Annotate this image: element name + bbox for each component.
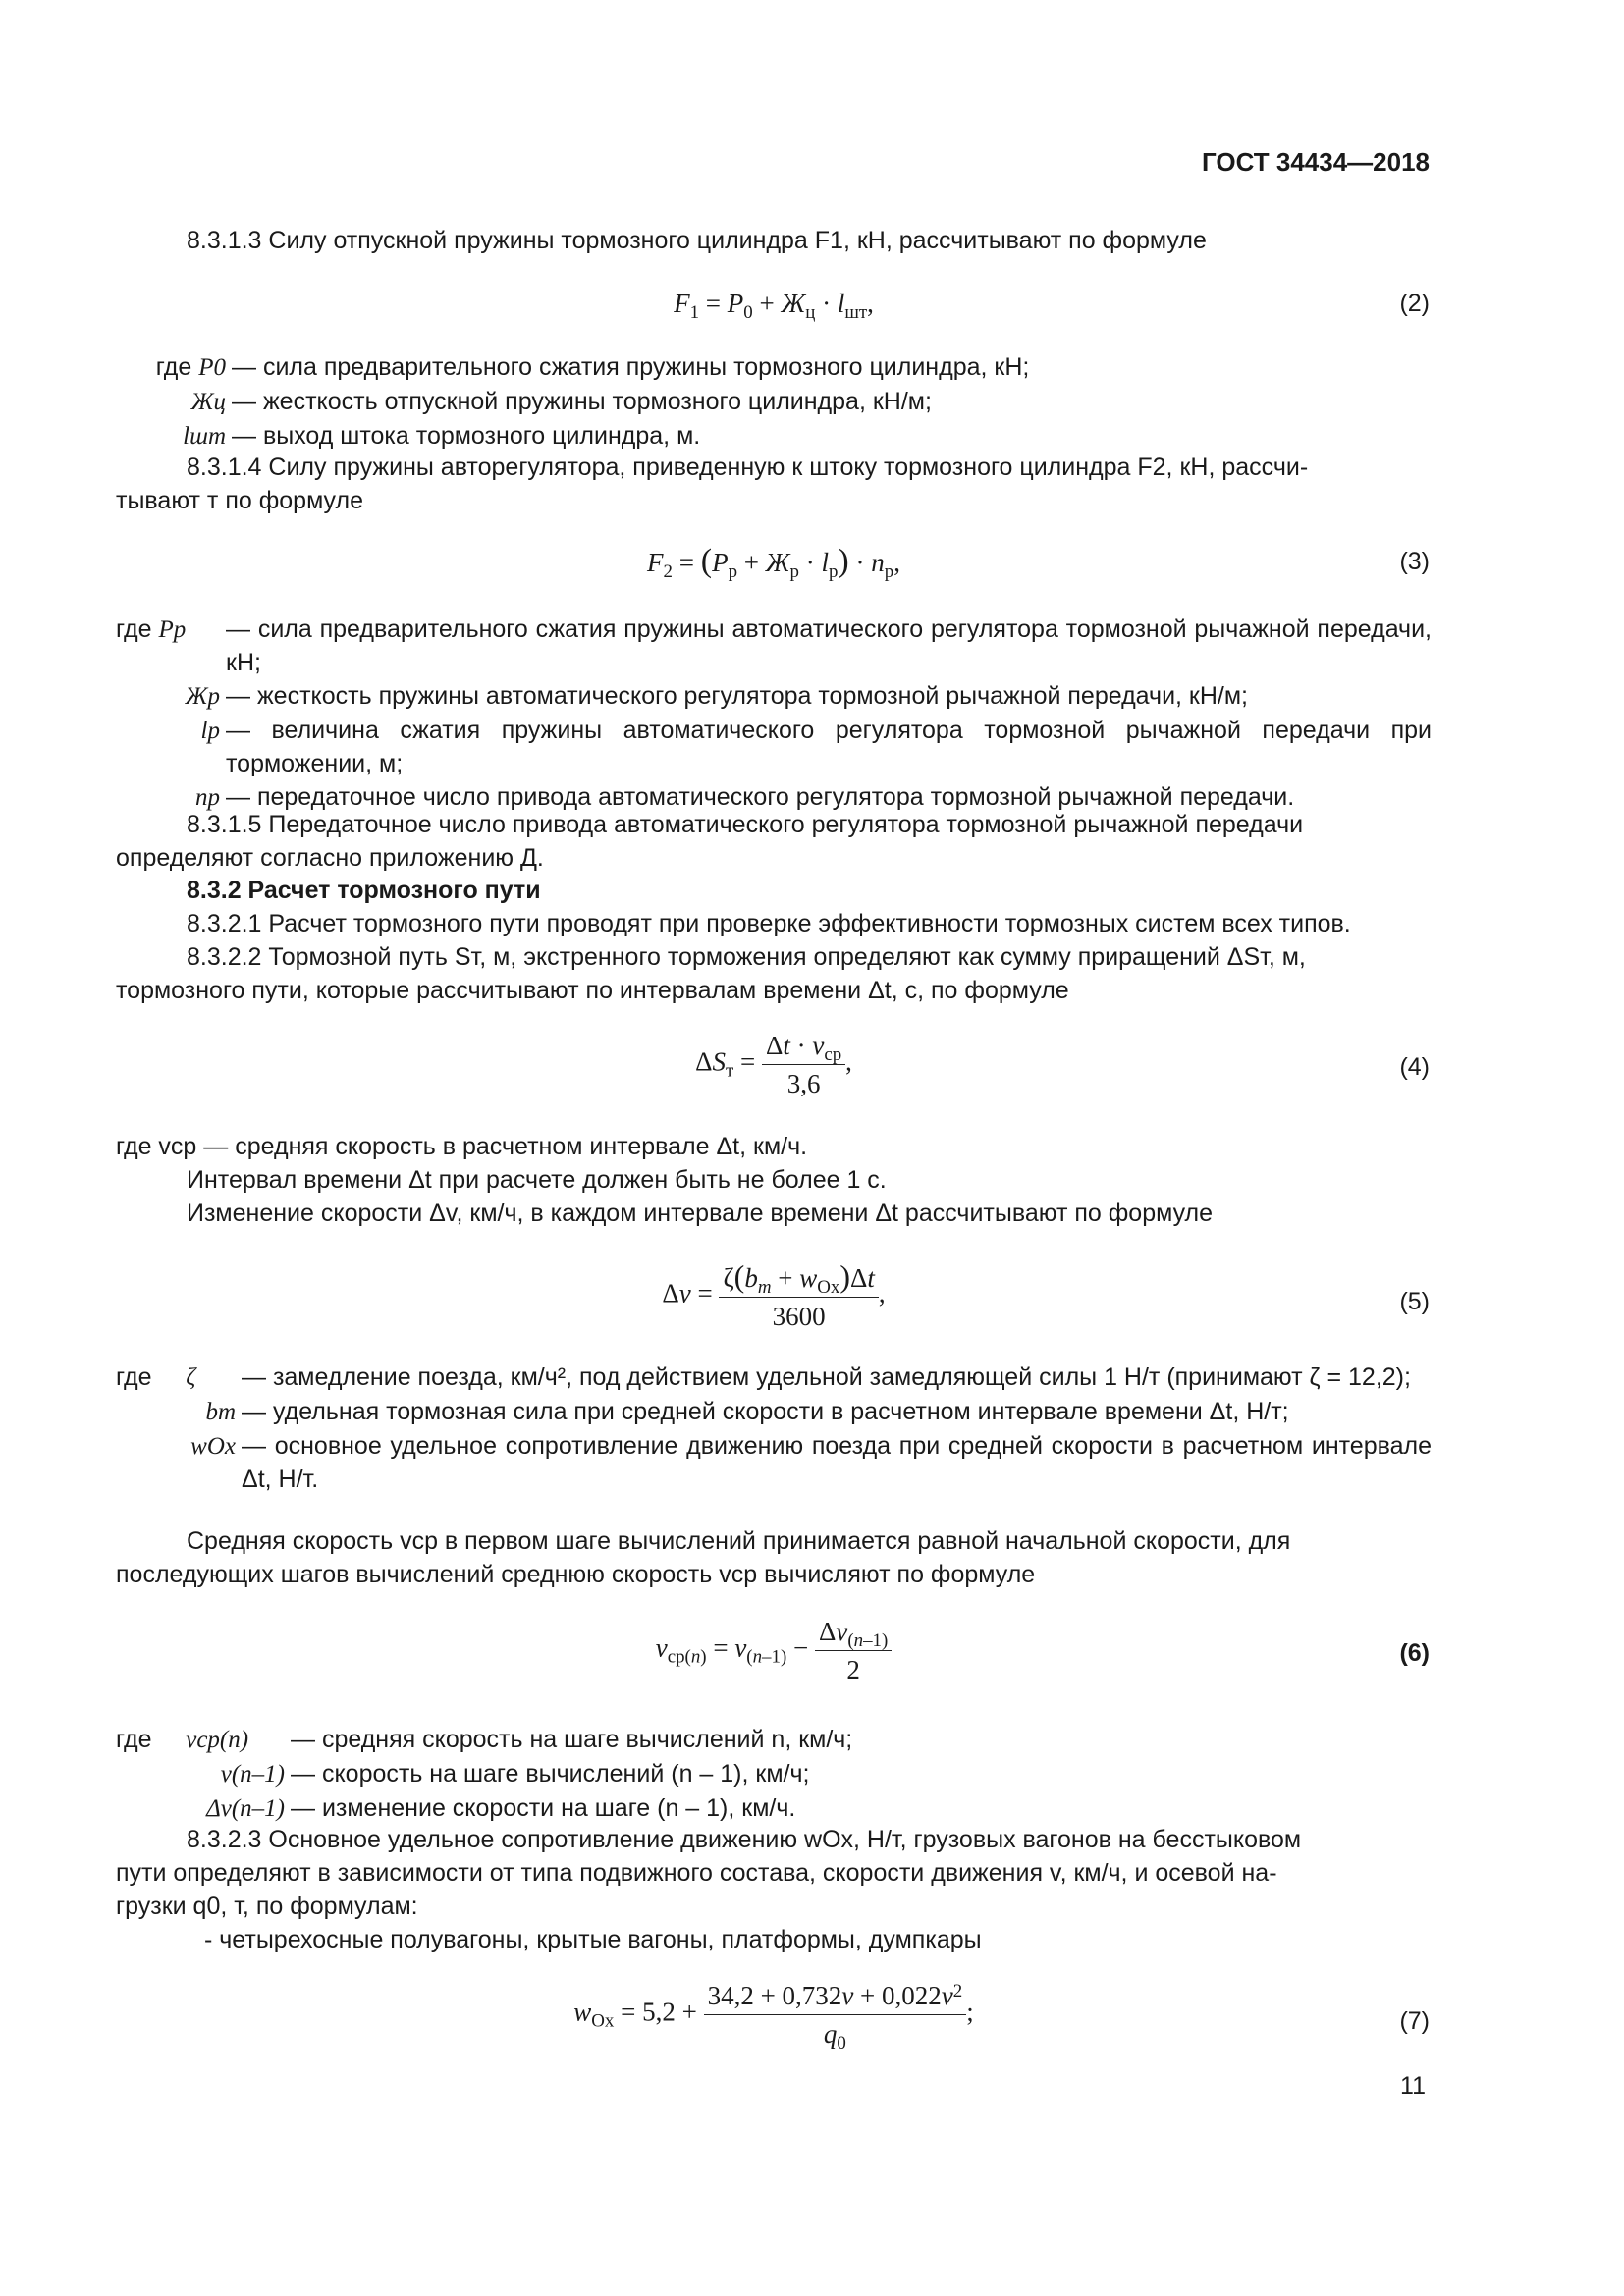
where-4-intro: где [116,1363,152,1391]
where-5-text-1: — скорость на шаге вычислений (n – 1), км/ч; [291,1760,810,1788]
formula-2-body: $F_1 = P_0 + Ж_ц \cdot l_{шт}$, [674,289,874,323]
formula-4-number: (4) [1399,1053,1430,1081]
where-2-sym-3: nр [195,784,220,811]
formula-7-body: $w_{Ox} = 5,2$ + $\frac{34,2 + 0,732v + 0,022v^2}{q_0}$ ; [573,1981,974,2054]
where-5-sym-0: vср(n) [186,1727,249,1753]
standard-id: ГОСТ 34434—2018 [1202,147,1430,177]
where-5-text-0: — средняя скорость на шаге вычислений n, км/ч; [291,1726,853,1753]
where-2-text-3: — передаточное число привода автоматического регулятора тормозной рычажной передачи. [226,783,1295,811]
formula-4 [116,1029,1432,1107]
paragraph-8314-line-a: 8.3.1.4 Силу пружины авторегулятора, приведенную к штоку тормозного цилиндра F2, кН, рассчи- [187,454,1309,481]
where-5-text-2: — изменение скорости на шаге (n – 1), км/ч. [291,1794,796,1822]
paragraph-8313: 8.3.1.3 Силу отпускной пружины тормозного цилиндра F1, кН, рассчитывают по формуле [187,227,1207,254]
formula-3 [116,545,1432,584]
where-2-text-0: — сила предварительного сжатия пружины автоматического регулятора тормозной рычажной передачи, кН; [226,615,1432,676]
where-4-text-0: — замедление поезда, км/ч², под действием удельной замедляющей силы 1 Н/т (принимают ζ = 12,2); [242,1363,1411,1391]
formula-5-body: Δv = $\frac{\zeta(b_m + w_{Ox})\Delta t}{3600}$ , [662,1258,886,1331]
paragraph-8323-line-a: 8.3.2.3 Основное удельное сопротивление движению wOx, Н/т, грузовых вагонов на бесстыковом [187,1826,1302,1853]
paragraph-avg-line-a: Средняя скорость vср в первом шаге вычислений принимается равной начальной скорости, для [187,1527,1291,1555]
where-2-text-1: — жесткость пружины автоматического регулятора тормозной рычажной передачи, кН/м; [226,682,1248,710]
paragraph-change: Изменение скорости Δv, км/ч, в каждом интервале времени Δt рассчитывают по формуле [187,1200,1214,1227]
where-2-sym-1: Жр [185,683,220,710]
formula-7 [116,1979,1432,2067]
formula-3-body: $F_2 = (P_р + Ж_р \cdot l_р) \cdot n_р$, [647,543,900,582]
where-1-text-2: — выход штока тормозного цилиндра, м. [232,422,701,450]
where-4-sym-2: wOx [190,1433,236,1460]
formula-5 [116,1259,1432,1338]
where-1-text-1: — жесткость отпускной пружины тормозного цилиндра, кН/м; [232,388,932,415]
where-block-2 [116,613,1432,815]
paragraph-8322-line-a: 8.3.2.2 Тормозной путь Sт, м, экстренного торможения определяют как сумму приращений ΔSт, м, [187,943,1306,971]
paragraph-8321: 8.3.2.1 Расчет тормозного пути проводят при проверке эффективности тормозных систем всех типов. [187,910,1351,937]
paragraph-8323-line-b: пути определяют в зависимости от типа подвижного состава, скорости движения v, км/ч, и осевой на- [116,1859,1277,1887]
where-block-4 [116,1361,1432,1496]
paragraph-8323-line-c: грузки q0, т, по формулам: [116,1893,418,1920]
paragraph-8315-line-a: 8.3.1.5 Передаточное число привода автоматического регулятора тормозной рычажной передачи [187,811,1304,838]
paragraph-avg-line-b: последующих шагов вычислений среднюю скорость vср вычисляют по формуле [116,1561,1036,1588]
formula-2 [116,287,1432,326]
where-4-text-2: — основное удельное сопротивление движению поезда при средней скорости в расчетном интервале Δt, Н/т. [242,1432,1432,1493]
where-4-sym-0: ζ [186,1364,196,1391]
where-4-text-1: — удельная тормозная сила при средней скорости в расчетном интервале времени Δt, Н/т; [242,1398,1289,1425]
where-1-sym-0: P0 [198,354,226,381]
where-2-text-2: — величина сжатия пружины автоматического регулятора тормозной рычажной передачи при торможении, м; [226,717,1432,777]
formula-6-number: (6) [1399,1639,1430,1667]
paragraph-8315 [116,808,1432,875]
where-5-intro: где [116,1726,152,1753]
where-1-sym-1: Жц [190,389,226,415]
paragraph-interval: Интервал времени Δt при расчете должен быть не более 1 с. [187,1166,887,1194]
where-block-1: где P0 — сила предварительного сжатия пружины тормозного цилиндра, кН; Жц — жесткость отпускной пружины тормозного цилиндра, кН/м; lшт — выход штока тормозного цилиндра, м. [116,350,1432,454]
formula-4-body: $\Delta S_т$ = $\frac{\Delta t \cdot v_{ср}}{3,6}$ , [695,1031,852,1098]
where-2-sym-2: lр [200,718,220,744]
where-5-sym-1: v(n–1) [220,1761,285,1788]
formula-2-number: (2) [1399,290,1430,317]
heading-832: 8.3.2 Расчет тормозного пути [187,877,541,904]
paragraph-8323 [116,1823,1432,1923]
where-1-text-0: — сила предварительного сжатия пружины тормозного цилиндра, кН; [232,353,1030,381]
where-4-sym-1: bm [205,1399,236,1425]
list-item-four-axle: - четырехосные полувагоны, крытые вагоны, платформы, думпкары [204,1926,982,1953]
paragraph-8322-line-b: тормозного пути, которые рассчитывают по интервалам времени Δt, с, по формуле [116,977,1069,1004]
where-5-sym-2: Δv(n–1) [206,1795,285,1822]
paragraph-8314-line-b: тывают т по формуле [116,487,363,514]
where-line-vcp: где vср — средняя скорость в расчетном интервале Δt, км/ч. [116,1133,808,1160]
paragraph-avg [116,1524,1432,1591]
where-block-5 [116,1723,1432,1826]
formula-5-number: (5) [1399,1288,1430,1315]
paragraph-8322 [116,940,1432,1007]
where-2-sym-0: Pр [158,616,187,643]
where-1-sym-2: lшт [183,423,226,450]
formula-3-number: (3) [1399,548,1430,575]
formula-6 [116,1615,1432,1693]
paragraph-8315-line-b: определяют согласно приложению Д. [116,844,544,872]
page-number: 11 [1400,2072,1426,2100]
paragraph-8314 [116,451,1432,517]
formula-7-number: (7) [1399,2007,1430,2035]
formula-6-body: $v_{ср(n)} = v_{(n-1)}$ − $\frac{\Delta v_{(n-1)}}{2}$ [116,1615,1432,1686]
where-2-intro: где [116,615,152,643]
